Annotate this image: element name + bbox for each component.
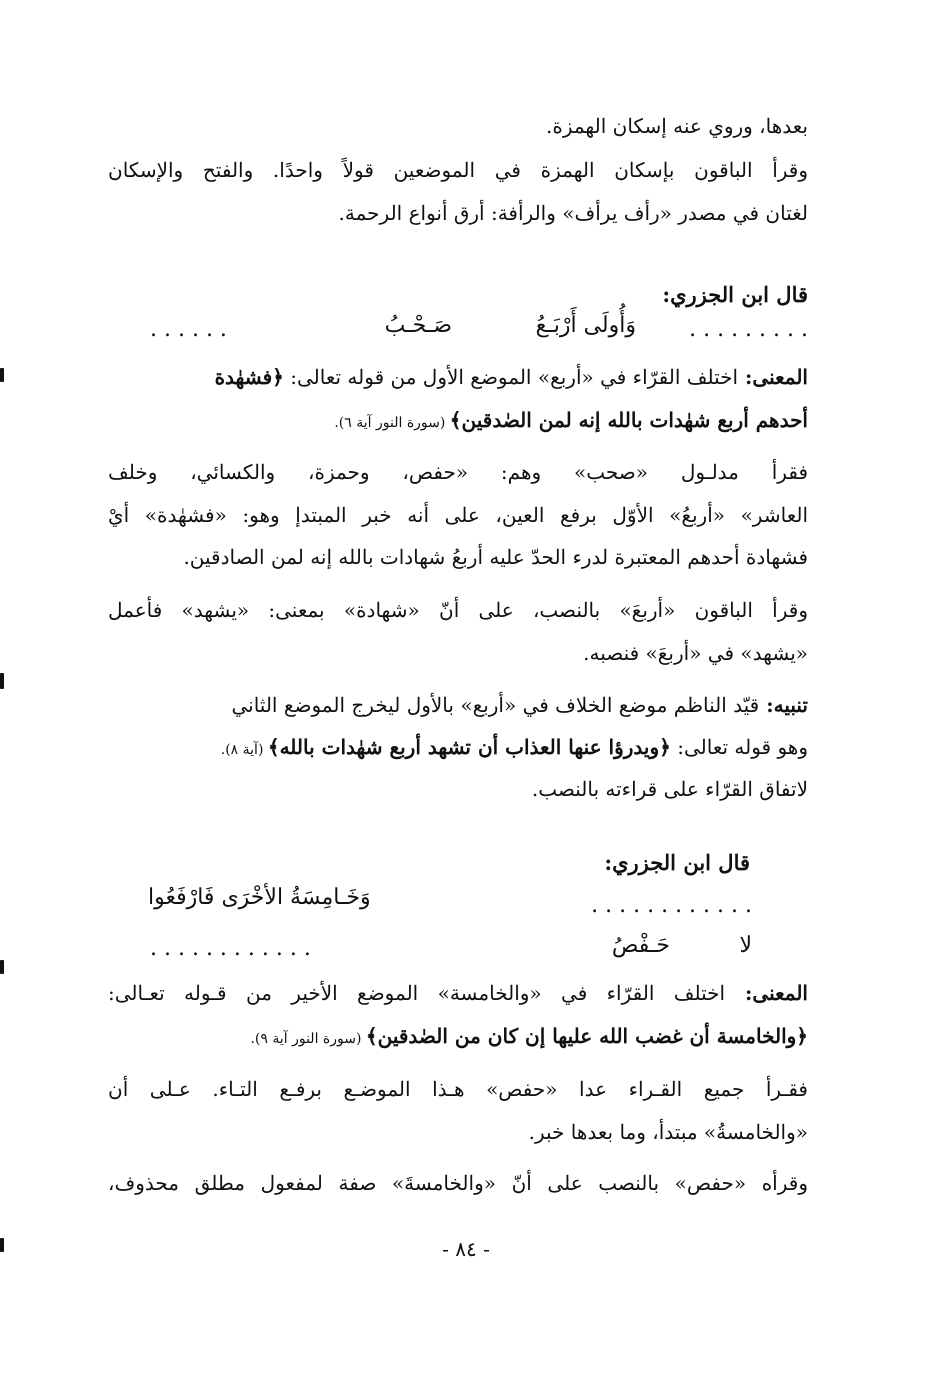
verse-code-word: صَـحْـبُ [384, 313, 452, 338]
text-line: «يشهد» في «أربعَ» فنصبه. [583, 641, 808, 665]
text-span: وهو قوله تعالى: [670, 735, 808, 759]
section-heading: قال ابن الجزري: [662, 282, 808, 307]
text-line: فشهادة أحدهم المعتبرة لدرء الحدّ عليه أربعُ شهادات بالله إنه لمن الصادقين. [183, 545, 808, 569]
verse-code-word: حَـفْصُ [611, 933, 670, 958]
verse-dots: . . . . . . . . . . . . [591, 893, 752, 918]
verse-dots-right: . . . . . . . . . [689, 317, 808, 342]
text-line: لاتفاق القرّاء على قراءته بالنصب. [531, 777, 808, 801]
text-line: «والخامسةُ» مبتدأ، وما بعدها خبر. [528, 1120, 808, 1144]
text-span: اختلف القرّاء في «أربع» الموضع الأول من قوله تعالى: [283, 365, 739, 389]
term-label: المعنى: [725, 981, 808, 1005]
quran-quote: ﴿والخامسة أن غضب الله عليها إن كان من الصٰدقين﴾ [365, 1024, 808, 1048]
text-span: قيّد الناظم موضع الخلاف في «أربع» بالأول ليخرج الموضع الثاني [231, 693, 760, 717]
section-heading: قال ابن الجزري: [604, 850, 750, 875]
text-line: فقرأ مدلـول «صحب» وهم: «حفص، وحمزة، والكسائي، وخلف [108, 460, 808, 484]
verse-words: وَأُولَى أَرْبَـعُ [535, 313, 636, 338]
scan-edge-mark [0, 1238, 4, 1252]
verse-dots-left: . . . . . . [150, 317, 227, 342]
scan-edge-mark [0, 368, 4, 382]
text-line [108, 405, 808, 438]
quran-quote: ﴿ويدرؤا عنها العذاب أن تشهد أربع شهٰدات بالله﴾ [267, 735, 671, 759]
quran-quote: أحدهم أربع شهٰدات بالله إنه لمن الصٰدقين﴾ [449, 408, 808, 432]
text-line: وقرأه «حفص» بالنصب على أنّ «والخامسةَ» صفة لمفعول مطلق محذوف، [108, 1171, 808, 1195]
term-label: تنبيه: [759, 693, 808, 717]
text-span: اختلف القرّاء في «والخامسة» الموضع الأخير من قـوله تعـالى: [108, 981, 726, 1005]
verse-words: وَخَـامِسَةُ الأخْرَى فَارْفَعُوا [148, 885, 371, 910]
text-line [108, 362, 808, 392]
text-line: فقـرأ جميع القـراء عدا «حفص» هـذا الموضـع برفـع التـاء. عـلى أن [108, 1077, 808, 1101]
text-line [108, 1021, 808, 1054]
verse-dots: . . . . . . . . . . . . [150, 936, 311, 961]
term-label: المعنى: [738, 365, 808, 389]
citation: (سورة النور آية ٩). [250, 1031, 366, 1047]
text-line: بعدها، وروي عنه إسكان الهمزة. [545, 114, 808, 138]
text-line [108, 690, 808, 720]
scan-edge-mark [0, 960, 4, 974]
citation: (سورة النور آية ٦). [334, 415, 450, 431]
page-number: - ٨٤ - [442, 1237, 490, 1261]
text-line: وقرأ الباقون «أربعَ» بالنصب، على أنّ «شهادة» بمعنى: «يشهد» فأعمل [108, 598, 808, 622]
text-line: لغتان في مصدر «رأف يرأف» والرأفة: أرق أنواع الرحمة. [338, 201, 808, 225]
verse-word: لا [739, 933, 752, 958]
scan-edge-mark [0, 673, 4, 689]
text-line: العاشر» «أربعُ» الأوّل برفع العين، على أنه خبر المبتدإ وهو: «فشهٰدة» أيْ [108, 503, 808, 527]
text-line [108, 978, 808, 1008]
quran-quote: ﴿فشهٰدة [214, 365, 284, 389]
text-line [108, 732, 808, 765]
citation: (آية ٨). [220, 742, 268, 758]
text-line: وقرأ الباقون بإسكان الهمزة في الموضعين قولاً واحدًا. والفتح والإسكان [108, 158, 808, 182]
